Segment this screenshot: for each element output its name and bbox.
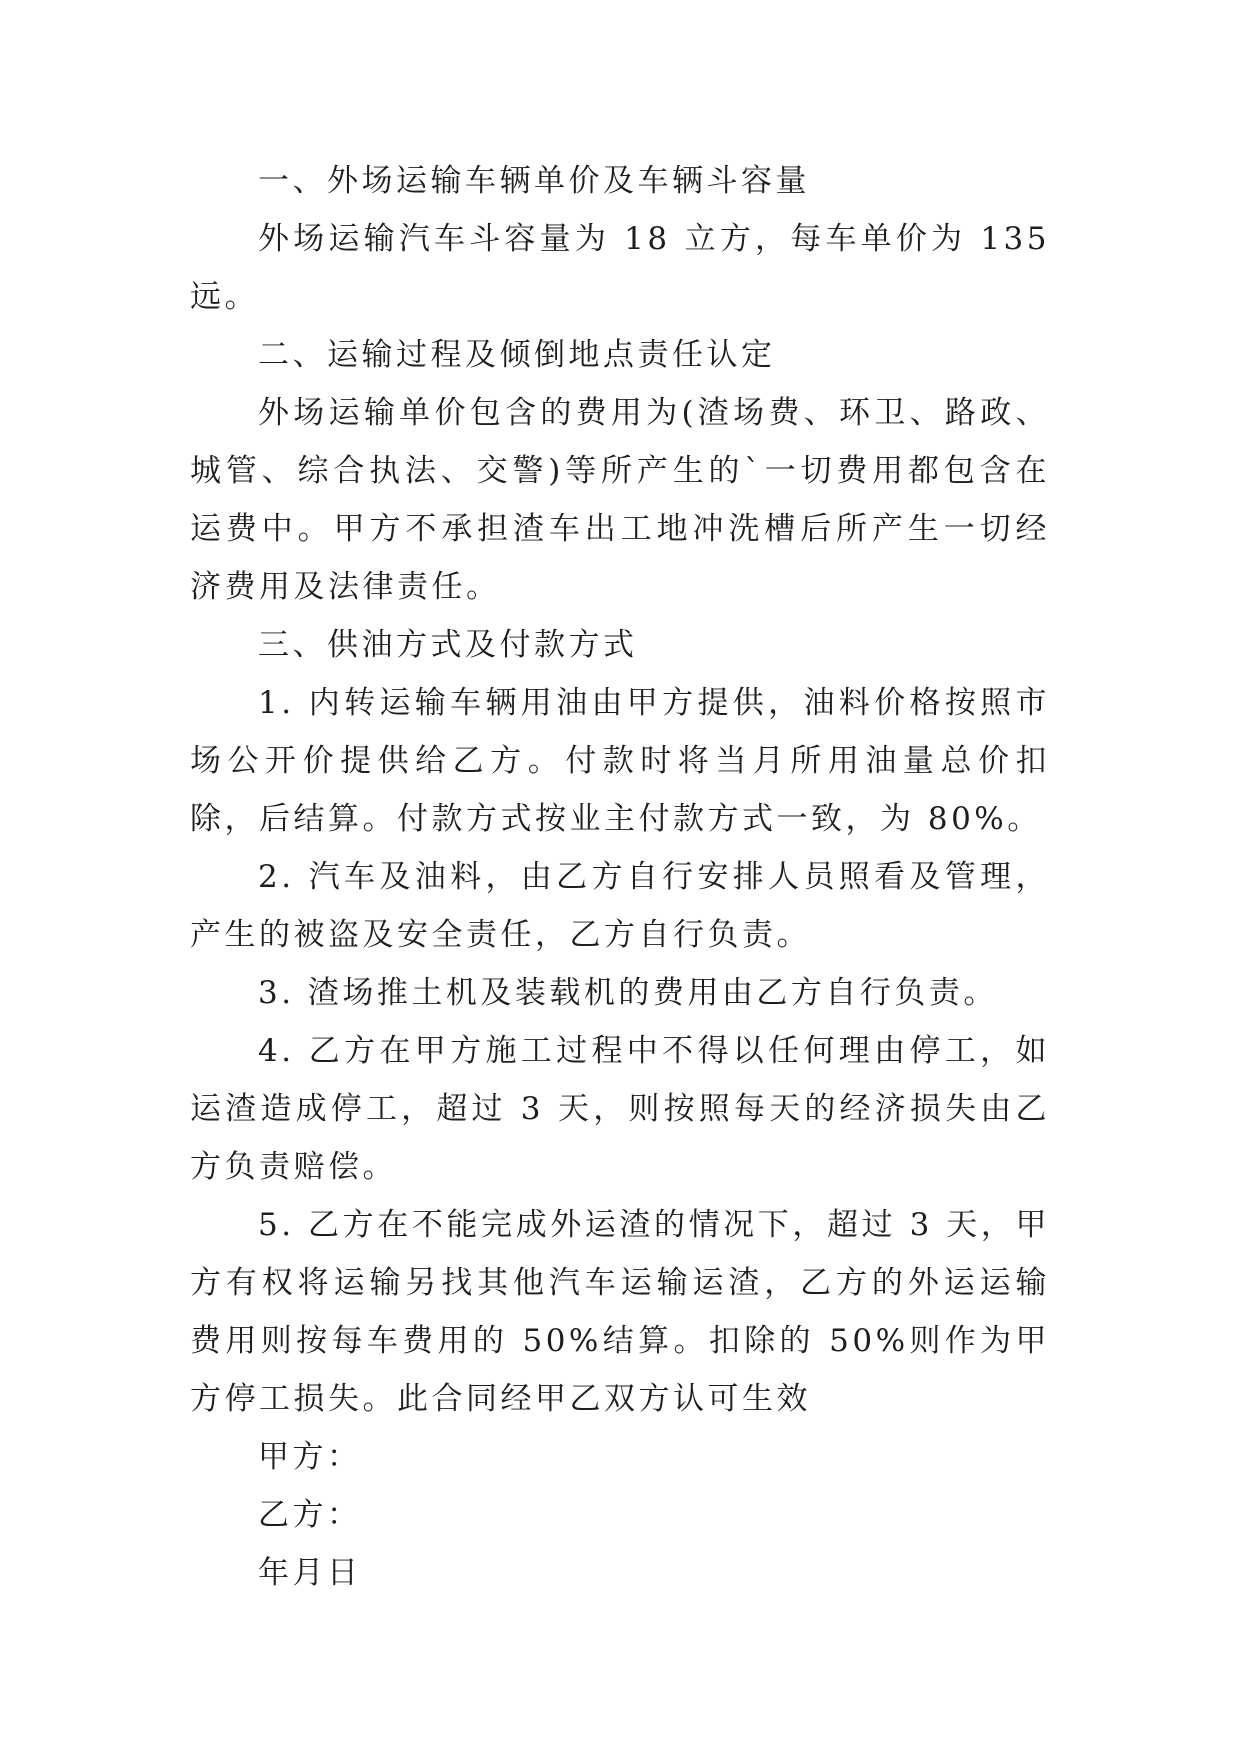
section-3-item: 5. 乙方在不能完成外运渣的情况下，超过 3 天，甲方有权将运输另找其他汽车运输运渣，乙方的外运运输费用则按每车费用的 50%结算。扣除的 50%则作为甲方停工损失。此合同经甲乙双方认可生效 xyxy=(190,1207,1050,1417)
section-3-item: 2. 汽车及油料，由乙方自行安排人员照看及管理，产生的被盗及安全责任，乙方自行负责。 xyxy=(190,859,1050,953)
party-a-signature: 甲方： xyxy=(258,1439,362,1475)
section-2-body: 外场运输单价包含的费用为(渣场费、环卫、路政、城管、综合执法、交警)等所产生的`一切费用都包含在运费中。甲方不承担渣车出工地冲洗槽后所产生一切经济费用及法律责任。 xyxy=(190,395,1050,605)
section-1-heading: 一、外场运输车辆单价及车辆斗容量 xyxy=(258,163,810,199)
section-3-item: 3. 渣场推土机及装载机的费用由乙方自行负责。 xyxy=(258,975,998,1011)
document-body xyxy=(190,152,1050,1602)
section-3-heading: 三、供油方式及付款方式 xyxy=(258,627,638,663)
date-line: 年月日 xyxy=(258,1555,362,1591)
party-b-signature: 乙方： xyxy=(258,1497,362,1533)
section-3-item: 1. 内转运输车辆用油由甲方提供，油料价格按照市场公开价提供给乙方。付款时将当月所用油量总价扣除，后结算。付款方式按业主付款方式一致，为 80%。 xyxy=(190,685,1050,837)
section-1-body: 外场运输汽车斗容量为 18 立方，每车单价为 135 远。 xyxy=(190,221,1050,315)
section-2-heading: 二、运输过程及倾倒地点责任认定 xyxy=(258,337,776,373)
section-3-item: 4. 乙方在甲方施工过程中不得以任何理由停工，如运渣造成停工，超过 3 天，则按照每天的经济损失由乙方负责赔偿。 xyxy=(190,1033,1050,1185)
